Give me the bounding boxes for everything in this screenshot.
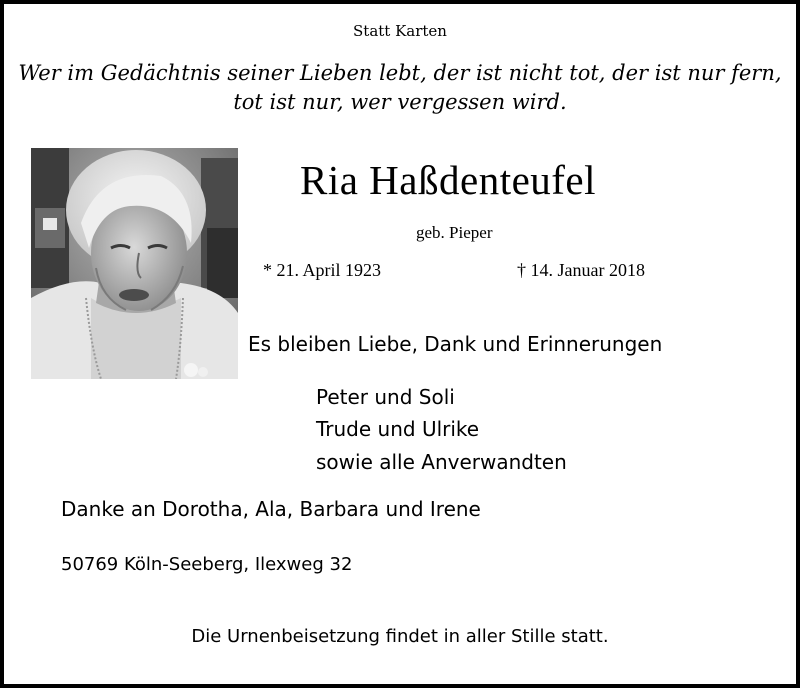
footer-line: Die Urnenbeisetzung findet in aller Stille statt.: [191, 626, 609, 647]
thanks-line: Danke an Dorotha, Ala, Barbara und Irene: [61, 497, 481, 521]
quote-line-1: Wer im Gedächtnis seiner Lieben lebt, der ist nicht tot, der ist nur fern,: [18, 61, 782, 85]
motto-line: Es bleiben Liebe, Dank und Erinnerungen: [248, 332, 663, 356]
family-line: sowie alle Anverwandten: [316, 450, 567, 474]
death-date: † 14. Januar 2018: [517, 260, 645, 280]
header-label: Statt Karten: [353, 22, 447, 40]
quote-line-2: tot ist nur, wer vergessen wird.: [233, 90, 567, 114]
deceased-name: Ria Haßdenteufel: [300, 157, 597, 203]
portrait-photo-image: [31, 148, 238, 379]
family-line: Peter und Soli: [316, 385, 455, 409]
maiden-name: geb. Pieper: [416, 223, 493, 242]
portrait-photo: [31, 148, 238, 379]
address-line: 50769 Köln-Seeberg, Ilexweg 32: [61, 554, 353, 575]
birth-date: * 21. April 1923: [263, 260, 382, 280]
family-line: Trude und Ulrike: [316, 417, 480, 441]
